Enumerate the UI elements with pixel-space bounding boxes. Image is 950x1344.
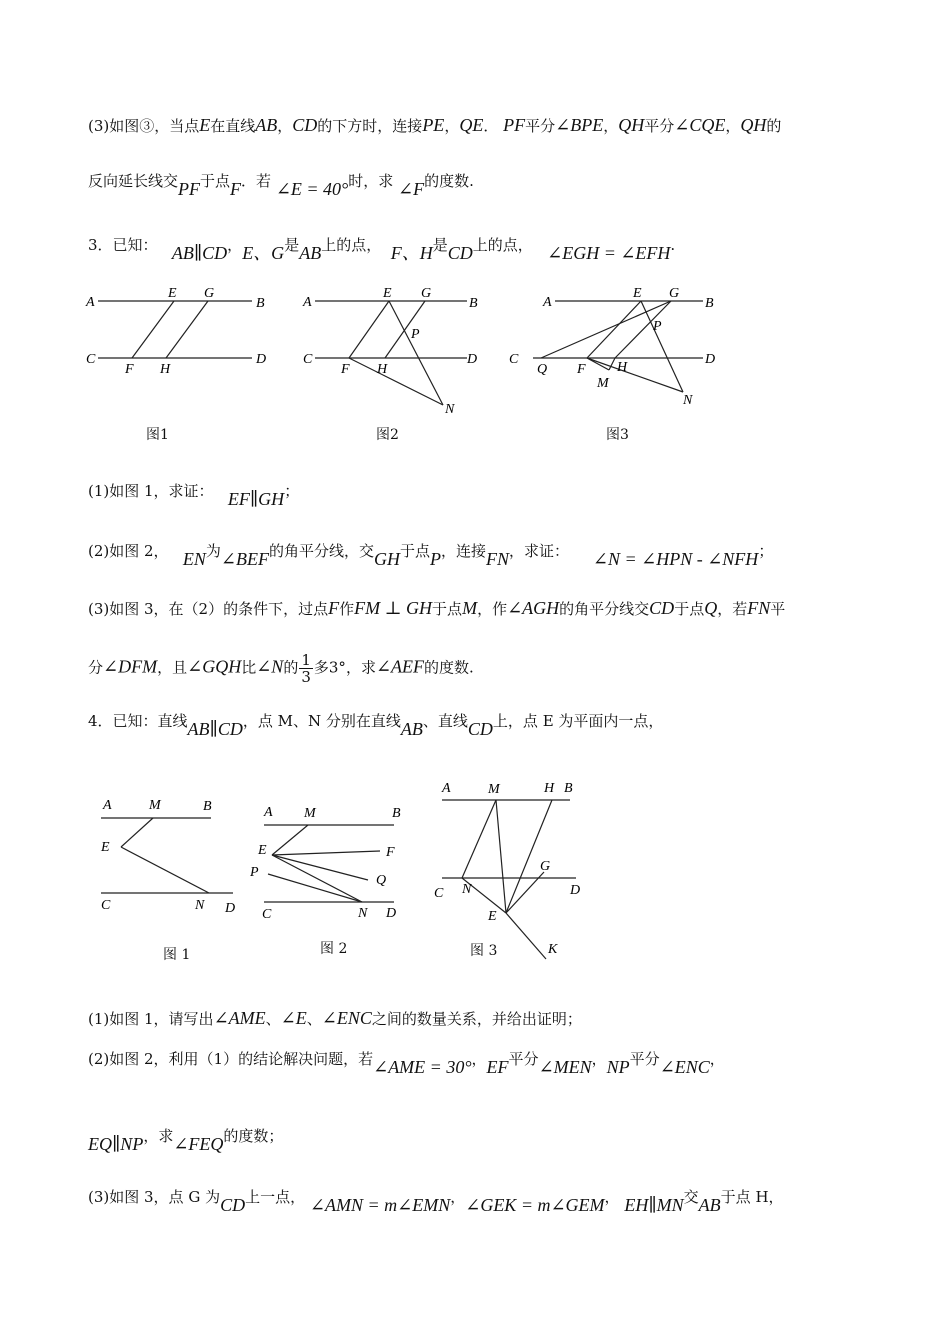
text: ， [227,236,243,254]
point-label: C [434,886,444,901]
text: ，若 [717,600,748,618]
point-label: H [544,781,555,796]
text: 是 [432,236,448,254]
text: ， [277,117,293,135]
q4-sub1 [88,1008,582,1029]
point-label: A [303,295,312,310]
text: 的角平分线，交 [268,542,374,560]
math: E [199,115,211,135]
q3-sub3-line1 [88,598,785,619]
point-label: E [633,286,642,301]
text: 的度数. [424,172,474,190]
text: 反向延长线交 [88,172,179,190]
point-label: N [462,882,472,897]
segment-en [641,301,683,392]
q4-fig1-caption: 图 1 [163,947,191,963]
math: NP [606,1057,630,1077]
point-label: B [203,799,212,814]
q4-fig3-caption: 图 3 [470,943,498,959]
text: ， [471,1050,487,1068]
text: 是 [284,236,300,254]
text: 平分 [525,117,556,135]
text: 上一点， [245,1188,306,1206]
math: EF∥GH [227,489,285,509]
p2-sub3-line1 [88,115,781,136]
math: EQ∥NP [88,1134,144,1154]
point-label: Q [376,873,387,888]
text: ； [284,482,300,500]
segment-eq [272,855,368,880]
text: ， [591,1050,607,1068]
math: ∠AME [213,1008,266,1028]
math: PF [503,115,526,135]
text: (1)如图 1，请写出 [88,1010,214,1028]
text: 于点 [400,542,431,560]
text: 于点 [432,600,463,618]
text: 的度数； [223,1127,284,1145]
p2-sub3-line2 [88,170,474,199]
segment-fn [349,358,443,405]
text: 作 [339,600,355,618]
text: 的角平分线交 [559,600,650,618]
point-label: E [488,909,497,924]
point-label: A [442,781,451,796]
math: ∠DFM [103,656,158,677]
text: 上的点， [472,236,533,254]
math: ∠BEF [220,549,269,569]
math: ∠E = 40° [275,179,349,199]
point-label: C [509,352,519,367]
point-label: C [86,352,96,367]
q4-fig2-caption: 图 2 [320,941,348,957]
math: F、H [390,243,433,263]
text: 求 [158,1127,174,1145]
point-label: D [705,352,716,367]
text: ； [758,542,774,560]
fraction-one-third [299,652,313,685]
math: AB∥CD [171,243,228,263]
text: 的 [283,658,299,677]
point-label: M [149,798,161,813]
segment-me [496,800,506,913]
math: EN [182,549,206,569]
text: (1)如图 1，求证： [88,482,214,500]
segment-mn [462,800,496,878]
point-label: D [386,906,397,921]
math: ∠ENC [659,1057,710,1077]
point-label: E [168,286,177,301]
point-label: F [341,362,350,377]
point-label: M [597,376,609,391]
q3-sub3-line2 [88,652,474,685]
math: QH [740,115,767,135]
segment-ef [132,301,174,358]
text: 的 [766,117,782,135]
q4-sub3 [88,1186,784,1215]
fraction-numerator: 1 [301,651,311,669]
text: (2)如图 2，利用（1）的结论解决问题，若 [88,1050,374,1068]
math: EH∥MN [624,1195,684,1215]
point-label: Q [537,362,548,377]
point-label: K [548,942,558,957]
math: Q [704,598,718,618]
point-label: E [383,286,392,301]
q3-figure-1 [80,280,280,394]
point-label: A [103,798,112,813]
text: 于点 H， [720,1188,784,1206]
q4-sub2-line2 [88,1125,284,1154]
text: 、 [265,1010,281,1028]
segment-gh [166,301,208,358]
text: 4．已知：直线 [88,712,188,730]
text: ，连接 [441,542,487,560]
math: AB [255,115,278,135]
point-label: G [540,859,551,874]
point-label: H [160,362,171,377]
text: 3° [328,658,346,677]
point-label: D [570,883,581,898]
point-label: F [577,362,586,377]
point-label: E [101,840,110,855]
q4-sub2-line1 [88,1048,725,1077]
point-label: D [256,352,267,367]
math: ∠MEN [538,1057,592,1077]
math: GH [374,549,400,569]
point-label: C [262,907,272,922]
math: E、G [242,243,285,263]
point-label: B [392,806,401,821]
text: ， [709,1050,725,1068]
point-label: N [195,898,205,913]
point-label: F [125,362,134,377]
text: ， [725,117,741,135]
text: ，且 [157,658,188,677]
math: ∠AME = 30° [373,1057,472,1077]
math: ∠GEK = m∠GEM [465,1195,605,1215]
math: AB∥CD [187,719,243,739]
math: FM ⊥ GH [354,598,433,618]
q3-sub2 [88,540,774,569]
text: ，点 M、N 分别在直线 [242,712,401,730]
q4-figure-3 [430,775,600,969]
math: CD [447,243,473,263]
math: CD [220,1195,246,1215]
q3-fig3-caption: 图3 [606,427,629,443]
text: 的下方时，连接 [317,117,423,135]
text: 时，求 [348,172,394,190]
text: 、 [306,1010,322,1028]
math: ∠AGH [507,598,560,618]
q3-fig1-caption: 图1 [146,427,169,443]
point-label: E [258,843,267,858]
text: 于点 [200,172,231,190]
point-label: P [411,327,420,342]
math: PE [422,115,445,135]
segment-eh [506,800,552,913]
point-label: N [683,393,693,408]
text: 之间的数量关系，并给出证明； [371,1010,582,1028]
text: (3)如图 3，点 G 为 [88,1188,221,1206]
math: ∠E [280,1008,307,1028]
segment-ek [506,913,546,959]
math: F [328,598,340,618]
point-label: B [469,296,478,311]
math: FN [486,549,510,569]
math: QH [618,115,645,135]
text: 在直线 [210,117,256,135]
math: CD [292,115,318,135]
point-label: H [377,362,388,377]
point-label: F [386,845,395,860]
q4-figure-2 [250,800,420,929]
text: (3)如图③，当点 [88,117,200,135]
text: 平分 [629,1050,660,1068]
text: (3)如图 3，在（2）的条件下，过点 [88,600,329,618]
point-label: A [264,805,273,820]
segment-en [389,301,443,405]
point-label: B [564,781,573,796]
point-label: G [669,286,680,301]
text: ， [450,1188,466,1206]
text: 比 [241,658,257,677]
segment-gq [541,301,671,358]
segment-en [121,847,209,893]
text: 3．已知： [88,236,158,254]
point-label: M [304,806,316,821]
math: ∠ENC [321,1008,372,1028]
math: P [430,549,442,569]
point-label: N [445,402,455,417]
point-label: P [653,319,662,334]
math: ∠EGH = ∠EFH [547,243,671,263]
segment-ef [587,301,641,358]
math: QE [459,115,484,135]
q3-figure-3 [505,280,725,414]
math: ∠BPE [555,115,604,135]
math: ∠FEQ [173,1134,224,1154]
math: FN [747,598,771,618]
segment-ef [349,301,389,358]
text: 多 [313,658,329,677]
q4-figure-1 [95,793,245,927]
text: ， [444,117,460,135]
text: . [670,236,676,254]
math: PF [178,179,201,199]
point-label: P [250,865,259,880]
text: 平分 [508,1050,539,1068]
text: ．若 [241,172,272,190]
point-label: G [204,286,215,301]
math: CD [467,719,493,739]
math: EF [486,1057,509,1077]
text: ，求 [345,658,376,677]
segment-me [121,818,153,847]
math: ∠AMN = m∠EMN [309,1195,451,1215]
q3-stem [88,230,676,263]
segment-np [268,874,362,902]
text: 平分 [644,117,675,135]
segment-gh [615,301,671,358]
math: ∠AEF [375,656,425,677]
point-label: C [303,352,313,367]
point-label: H [617,360,628,375]
math: ∠GQH [187,656,242,677]
math: AB [299,243,322,263]
math: ∠F [398,179,425,199]
text: 的度数. [424,658,474,677]
text: ， [143,1127,159,1145]
segment-ef [272,851,380,855]
text: 交 [683,1188,699,1206]
q3-figure-2 [295,280,495,424]
point-label: B [705,296,714,311]
q3-sub1 [88,480,300,509]
math: ∠N [256,656,284,677]
point-label: G [421,286,432,301]
text: 上的点， [321,236,382,254]
q4-stem [88,710,664,739]
point-label: M [488,782,500,797]
math: CD [649,598,675,618]
text: ，求证： [509,542,570,560]
point-label: D [467,352,478,367]
point-label: A [543,295,552,310]
text: 、直线 [422,712,468,730]
text: 上，点 E 为平面内一点， [492,712,664,730]
text: 平 [770,600,786,618]
text: ， [603,117,619,135]
text: ，作 [477,600,508,618]
q3-fig2-caption: 图2 [376,427,399,443]
point-label: N [358,906,368,921]
math: ∠CQE [674,115,726,135]
segment-en [272,855,362,902]
text: 于点 [674,600,705,618]
point-label: C [101,898,111,913]
point-label: B [256,296,265,311]
text: 为 [205,542,221,560]
text: (2)如图 2， [88,542,169,560]
text: ， [604,1188,620,1206]
math: M [462,598,478,618]
point-label: A [86,295,95,310]
segment-me [272,825,308,855]
fraction-denominator: 3 [301,668,311,686]
math: F [230,179,242,199]
math: AB [698,1195,721,1215]
math: ∠N = ∠HPN - ∠NFH [592,549,759,569]
math: AB [400,719,423,739]
point-label: D [225,901,236,916]
text: 分 [88,658,104,677]
text: ． [483,117,499,135]
